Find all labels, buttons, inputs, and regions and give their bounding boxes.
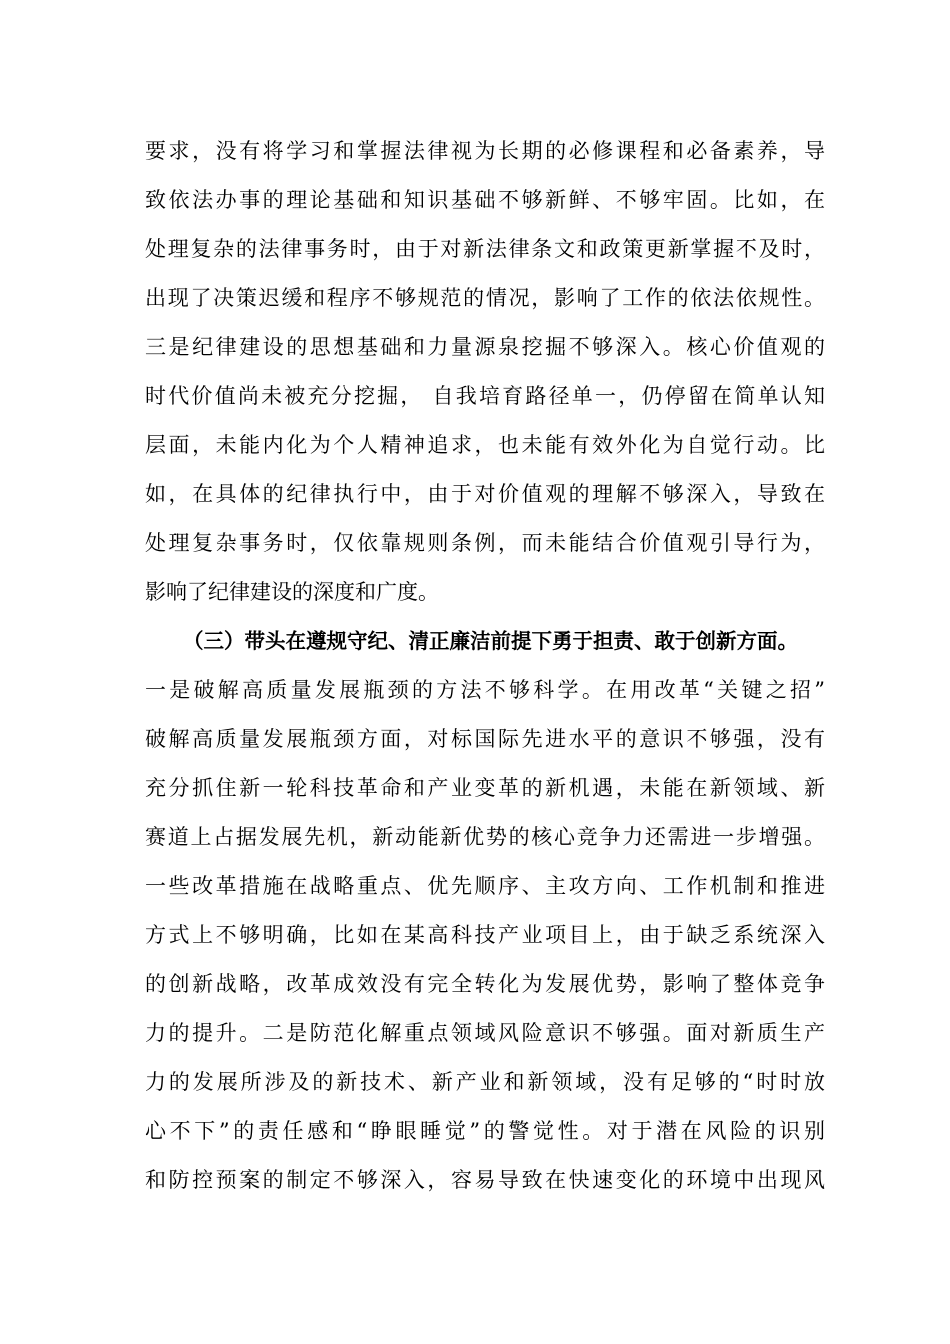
text-line: 影响了纪律建设的深度和广度。 xyxy=(145,580,439,604)
text-line: 处理复杂事务时，仅依靠规则条例，而未能结合价值观引导行为， xyxy=(145,531,825,555)
text-line: 力的发展所涉及的新技术、新产业和新领域，没有足够的“时时放 xyxy=(145,1070,825,1094)
text-line: 处理复杂的法律事务时，由于对新法律条文和政策更新掌握不及时， xyxy=(145,237,825,261)
section-heading: （三）带头在遵规守纪、清正廉洁前提下勇于担责、敢于创新方面。 xyxy=(183,629,798,653)
text-line: 心不下”的责任感和“睁眼睡觉”的警觉性。对于潜在风险的识别 xyxy=(145,1119,825,1143)
text-line: 致依法办事的理论基础和知识基础不够新鲜、不够牢固。比如，在 xyxy=(145,188,825,212)
text-line: 赛道上占据发展先机，新动能新优势的核心竞争力还需进一步增强。 xyxy=(145,825,825,849)
body-text xyxy=(145,127,825,1205)
text-line: 破解高质量发展瓶颈方面，对标国际先进水平的意识不够强，没有 xyxy=(145,727,825,751)
text-line: 时代价值尚未被充分挖掘， 自我培育路径单一，仍停留在简单认知 xyxy=(145,384,825,408)
text-line: 方式上不够明确，比如在某高科技产业项目上，由于缺乏系统深入 xyxy=(145,923,825,947)
text-line: 出现了决策迟缓和程序不够规范的情况，影响了工作的依法依规性。 xyxy=(145,286,825,310)
text-line: 充分抓住新一轮科技革命和产业变革的新机遇，未能在新领域、新 xyxy=(145,776,825,800)
text-line: 三是纪律建设的思想基础和力量源泉挖掘不够深入。核心价值观的 xyxy=(145,335,825,359)
text-line: 一些改革措施在战略重点、优先顺序、主攻方向、工作机制和推进 xyxy=(145,874,825,898)
text-line: 力的提升。二是防范化解重点领域风险意识不够强。面对新质生产 xyxy=(145,1021,825,1045)
text-line: 层面，未能内化为个人精神追求，也未能有效外化为自觉行动。比 xyxy=(145,433,825,457)
text-line: 的创新战略，改革成效没有完全转化为发展优势，影响了整体竞争 xyxy=(145,972,825,996)
text-line: 和防控预案的制定不够深入，容易导致在快速变化的环境中出现风 xyxy=(145,1168,825,1192)
text-line: 要求，没有将学习和掌握法律视为长期的必修课程和必备素养，导 xyxy=(145,139,825,163)
text-line: 如，在具体的纪律执行中，由于对价值观的理解不够深入，导致在 xyxy=(145,482,825,506)
text-line: 一是破解高质量发展瓶颈的方法不够科学。在用改革“关键之招” xyxy=(145,678,825,702)
